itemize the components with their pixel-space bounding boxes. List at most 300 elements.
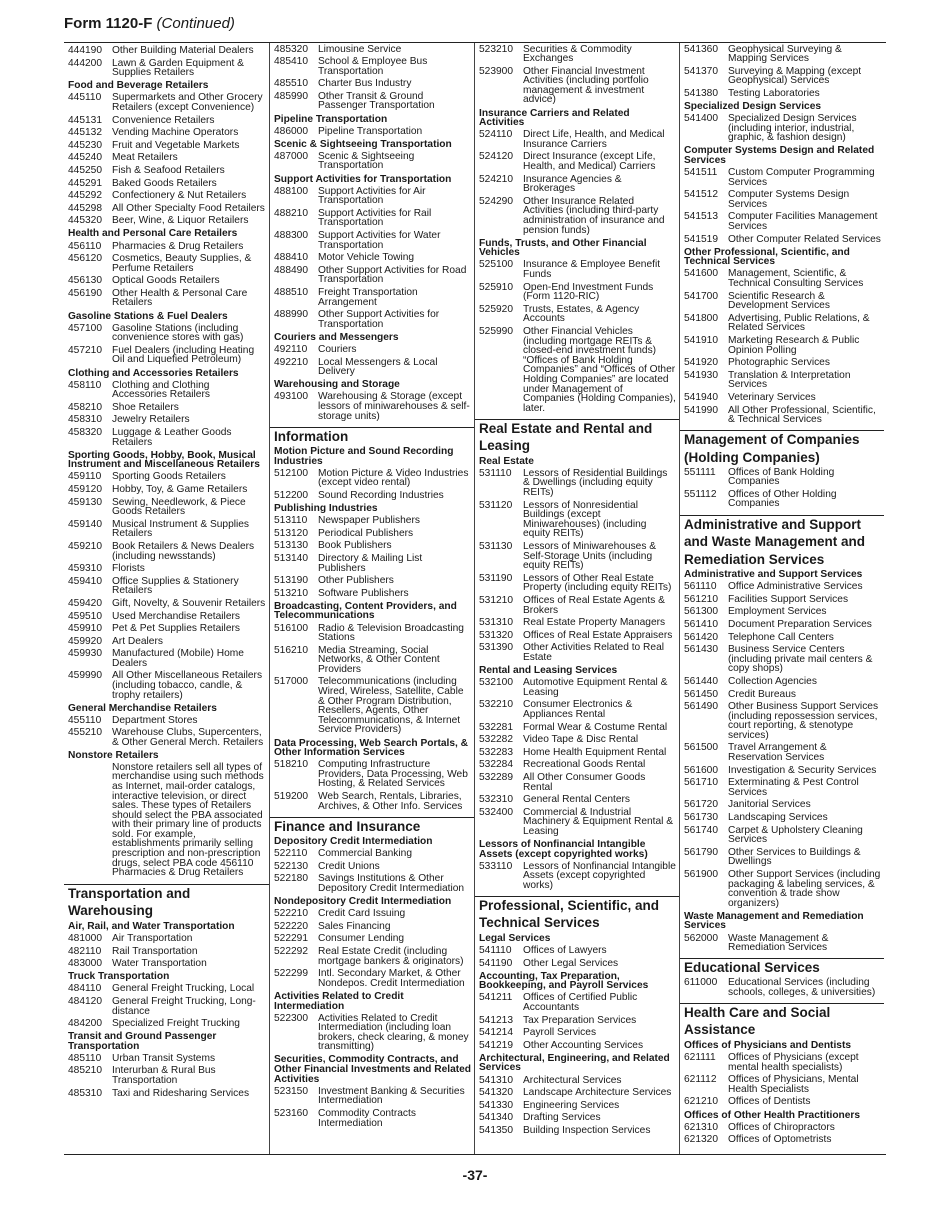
code-row xyxy=(64,1052,269,1065)
code-row xyxy=(64,1018,269,1031)
activity-code: 459990 xyxy=(68,670,102,682)
activity-code: 524290 xyxy=(479,195,513,207)
code-row xyxy=(64,540,269,562)
code-row xyxy=(680,113,884,145)
code-row xyxy=(680,357,884,370)
activity-code: 541910 xyxy=(684,334,718,346)
code-row xyxy=(680,644,884,676)
activity-description: All Other Miscellaneous Retailers (including tobacco, candle, & trophy retailers) xyxy=(112,670,263,701)
code-row xyxy=(270,873,474,895)
activity-code: 482110 xyxy=(68,945,102,957)
activity-description: Warehousing & Storage (except lessors of miniwarehouses & self-storage units) xyxy=(318,391,470,422)
activity-code: 541310 xyxy=(479,1074,513,1086)
code-row xyxy=(475,1074,679,1087)
activity-description: Credit Unions xyxy=(318,860,380,872)
code-row xyxy=(680,932,884,954)
activity-code: 492110 xyxy=(274,343,308,355)
code-row xyxy=(680,391,884,404)
code-row xyxy=(270,946,474,968)
activity-description: Travel Arrangement & Reservation Services xyxy=(728,742,827,764)
activity-description: Other Computer Related Services xyxy=(728,233,881,245)
code-row xyxy=(64,496,269,518)
activity-code: 531190 xyxy=(479,572,513,584)
code-row xyxy=(680,87,884,100)
activity-code: 541190 xyxy=(479,957,513,969)
activity-description: Taxi and Ridesharing Services xyxy=(112,1087,250,1099)
activity-description: Other Building Material Dealers xyxy=(112,45,254,56)
activity-code: 485510 xyxy=(274,78,308,90)
activity-code: 532400 xyxy=(479,806,513,818)
activity-description: Credit Bureaus xyxy=(728,688,796,700)
activity-code: 541320 xyxy=(479,1087,513,1099)
code-row xyxy=(64,253,269,275)
activity-description: Landscaping Services xyxy=(728,812,828,824)
activity-description: Architectural Services xyxy=(523,1074,622,1086)
activity-code: 488300 xyxy=(274,230,308,241)
activity-description: Book Publishers xyxy=(318,540,392,552)
activity-description: Offices of Dentists xyxy=(728,1096,811,1108)
activity-description: Luggage & Leather Goods Retailers xyxy=(112,427,232,448)
subsection-heading: Nondepository Credit Intermediation xyxy=(274,896,452,908)
activity-description: Computer Systems Design Services xyxy=(728,189,850,210)
activity-description: Lawn & Garden Equipment & Supplies Retailers xyxy=(112,57,244,79)
activity-code: 531390 xyxy=(479,642,513,654)
activity-description: Other Services to Buildings & Dwellings xyxy=(728,846,861,868)
activity-description: Activities Related to Credit Intermediation (including loan brokers, check clearing, & money transmitting) xyxy=(318,1012,469,1053)
code-row xyxy=(270,587,474,600)
activity-code: 541940 xyxy=(684,391,718,403)
activity-description: All Other Specialty Food Retailers xyxy=(112,202,265,214)
column-4 xyxy=(679,43,884,1154)
code-row xyxy=(270,908,474,921)
subsection-heading: Lessors of Nonfinancial Intangible Assets (except copyrighted works) xyxy=(479,838,648,860)
activity-description: Other Accounting Services xyxy=(523,1039,644,1051)
code-row xyxy=(680,268,884,290)
activity-description: Freight Transportation Arrangement xyxy=(318,286,418,308)
code-row xyxy=(270,920,474,933)
code-row xyxy=(680,211,884,233)
subsection-heading: Food and Beverage Retailers xyxy=(68,80,209,92)
activity-code: 445320 xyxy=(68,215,102,227)
activity-description: Lessors of Residential Buildings & Dwellings (including equity REITs) xyxy=(523,467,668,499)
activity-description: Support Activities for Rail Transportation xyxy=(318,207,432,229)
activity-code: 541380 xyxy=(684,87,718,99)
activity-description: Management, Scientific, & Technical Consulting Services xyxy=(728,268,864,289)
activity-code: 459130 xyxy=(68,496,102,508)
subsection-heading: Pipeline Transportation xyxy=(274,113,388,125)
section-heading: Management of Companies (Holding Companies) xyxy=(680,430,884,466)
code-row xyxy=(64,648,269,670)
activity-code: 621310 xyxy=(684,1121,718,1133)
activity-description: Scientific Research & Development Services xyxy=(728,290,830,312)
activity-code: 457210 xyxy=(68,344,102,356)
activity-description: Credit Card Issuing xyxy=(318,908,406,920)
activity-description: Investment Banking & Securities Intermediation xyxy=(318,1085,465,1107)
activity-code: 532100 xyxy=(479,677,513,689)
code-row xyxy=(64,958,269,971)
activity-description: Radio & Television Broadcasting Stations xyxy=(318,622,464,644)
column-3 xyxy=(474,43,679,1154)
activity-description: Office Supplies & Stationery Retailers xyxy=(112,575,239,597)
activity-code: 541211 xyxy=(479,992,513,1004)
activity-code: 525910 xyxy=(479,281,513,293)
code-row xyxy=(680,189,884,211)
activity-description: Advertising, Public Relations, & Related Services xyxy=(728,312,870,334)
subsection-heading: Real Estate xyxy=(479,455,534,467)
subsection-heading: Truck Transportation xyxy=(68,971,170,983)
code-row xyxy=(270,185,474,207)
activity-description: Periodical Publishers xyxy=(318,527,414,539)
activity-code: 484200 xyxy=(68,1018,102,1030)
activity-description: Veterinary Services xyxy=(728,391,816,403)
activity-code: 459930 xyxy=(68,648,102,660)
activity-code: 459910 xyxy=(68,623,102,635)
activity-code: 485990 xyxy=(274,90,308,102)
activity-code: 458310 xyxy=(68,414,102,426)
activity-description: Media Streaming, Social Networks, & Other Content Providers xyxy=(318,644,440,675)
activity-description: Motor Vehicle Towing xyxy=(318,252,415,264)
activity-code: 522291 xyxy=(274,933,308,945)
code-row xyxy=(64,379,269,401)
activity-code: 611000 xyxy=(684,977,718,989)
code-row xyxy=(64,563,269,576)
code-row xyxy=(475,1039,679,1052)
code-row xyxy=(270,1012,474,1053)
code-row xyxy=(475,1027,679,1040)
activity-code: 532282 xyxy=(479,734,513,746)
code-row xyxy=(64,322,269,344)
code-row xyxy=(680,65,884,87)
activity-description: Insurance Agencies & Brokerages xyxy=(523,173,622,195)
activity-code: 522292 xyxy=(274,946,308,958)
code-row xyxy=(270,676,474,737)
activity-description: Drafting Services xyxy=(523,1112,601,1124)
code-row xyxy=(475,1014,679,1027)
code-row xyxy=(270,230,474,252)
activity-description: Other Publishers xyxy=(318,575,394,587)
code-row xyxy=(680,404,884,426)
activity-code: 484110 xyxy=(68,983,102,995)
code-row xyxy=(270,527,474,540)
code-row xyxy=(475,746,679,759)
code-row xyxy=(475,617,679,630)
activity-description: Offices of Real Estate Appraisers xyxy=(523,629,673,641)
activity-description: Lessors of Nonresidential Buildings (except Miniwarehouses) (including equity REITs) xyxy=(523,499,647,540)
code-row xyxy=(64,190,269,203)
code-row xyxy=(64,945,269,958)
code-row xyxy=(475,629,679,642)
code-row xyxy=(270,515,474,528)
activity-description: Real Estate Property Managers xyxy=(523,617,666,629)
activity-description: Offices of Physicians, Mental Health Specialists xyxy=(728,1074,859,1095)
activity-code: 512200 xyxy=(274,489,308,501)
activity-code: 486000 xyxy=(274,125,308,137)
activity-code: 621111 xyxy=(684,1052,716,1064)
code-row xyxy=(475,195,679,236)
code-row xyxy=(680,593,884,606)
activity-description: Office Administrative Services xyxy=(728,581,863,593)
code-row xyxy=(475,759,679,772)
activity-code: 488510 xyxy=(274,286,308,298)
activity-description: Shoe Retailers xyxy=(112,401,179,413)
activity-code: 445298 xyxy=(68,202,102,214)
code-row xyxy=(680,606,884,619)
activity-code: 541700 xyxy=(684,290,718,302)
activity-code: 458320 xyxy=(68,427,102,438)
activity-code: 541990 xyxy=(684,404,718,416)
activity-code: 541920 xyxy=(684,357,718,369)
activity-code: 523150 xyxy=(274,1085,308,1097)
code-row xyxy=(64,932,269,945)
activity-description: Couriers xyxy=(318,343,357,355)
activity-description: Fish & Seafood Retailers xyxy=(112,164,225,176)
activity-description: Local Messengers & Local Delivery xyxy=(318,356,438,378)
activity-description: Other Support Activities for Transportation xyxy=(318,309,440,330)
activity-code: 445240 xyxy=(68,152,102,164)
activity-code: 522220 xyxy=(274,920,308,932)
activity-code: 485310 xyxy=(68,1087,102,1099)
activity-code: 457100 xyxy=(68,322,102,334)
activity-description: Telecommunications (including Wired, Wireless, Satellite, Cable & Other Program Distribution, Resellers, Agents, Other Telecommunications, & Internet Service Providers) xyxy=(318,676,464,736)
subsection-heading: Activities Related to Credit Intermediation xyxy=(274,990,404,1012)
activity-description: Savings Institutions & Other Depository Credit Intermediation xyxy=(318,873,465,895)
activity-description: Other Legal Services xyxy=(523,957,619,969)
activity-description: Other Business Support Services (including repossession services, court reporting, & stenotype services) xyxy=(728,701,879,741)
activity-code: 513190 xyxy=(274,575,308,587)
activity-code: 523900 xyxy=(479,65,513,77)
activity-description: Gift, Novelty, & Souvenir Retailers xyxy=(112,597,266,609)
section-heading: Administrative and Support and Waste Management and Remediation Services xyxy=(680,515,884,569)
activity-code: 445291 xyxy=(68,177,102,189)
code-row xyxy=(270,1085,474,1107)
subsection-heading: Securities, Commodity Contracts, and Other Financial Investments and Related Activities xyxy=(274,1054,472,1085)
activity-code: 541219 xyxy=(479,1039,513,1051)
code-row xyxy=(64,635,269,648)
activity-description: Carpet & Upholstery Cleaning Services xyxy=(728,824,863,846)
activity-code: 488490 xyxy=(274,264,308,276)
activity-description: General Freight Trucking, Local xyxy=(112,983,255,995)
activity-code: 541400 xyxy=(684,113,718,125)
code-row xyxy=(64,670,269,702)
code-row xyxy=(270,356,474,378)
code-row xyxy=(475,325,679,414)
activity-description: Other Activities Related to Real Estate xyxy=(523,642,664,663)
code-row xyxy=(270,43,474,56)
activity-description: Specialized Design Services (including interior, industrial, graphic, & fashion design) xyxy=(728,113,857,144)
activity-code: 561720 xyxy=(684,799,718,811)
code-row xyxy=(64,287,269,309)
subsection-heading: Warehousing and Storage xyxy=(274,379,400,391)
activity-description: Securities & Commodity Exchanges xyxy=(523,43,632,65)
activity-description: Offices of Lawyers xyxy=(523,945,607,957)
activity-description: Directory & Mailing List Publishers xyxy=(318,552,423,574)
activity-code: 488100 xyxy=(274,185,308,197)
subsection-heading: Sporting Goods, Hobby, Book, Musical Instrument and Miscellaneous Retailers xyxy=(68,449,260,471)
code-row xyxy=(270,252,474,265)
code-row xyxy=(680,812,884,825)
code-row xyxy=(475,794,679,807)
activity-description: Facilities Support Services xyxy=(728,593,849,605)
code-row xyxy=(64,177,269,190)
subsection-heading: Scenic & Sightseeing Transportation xyxy=(274,138,452,150)
activity-description: Software Publishers xyxy=(318,587,409,599)
code-row xyxy=(475,734,679,747)
code-row xyxy=(270,78,474,91)
activity-code: 541511 xyxy=(684,167,718,179)
activity-description: Warehouse Clubs, Supercenters, & Other General Merch. Retailers xyxy=(112,727,264,749)
activity-code: 561790 xyxy=(684,846,718,858)
activity-code: 455110 xyxy=(68,714,102,726)
code-row xyxy=(680,777,884,799)
activity-description: Formal Wear & Costume Rental xyxy=(523,721,668,733)
activity-code: 621112 xyxy=(684,1074,717,1086)
activity-description: Pipeline Transportation xyxy=(318,125,423,137)
subsection-heading: Computer Systems Design and Related Services xyxy=(684,145,875,166)
code-row xyxy=(475,721,679,734)
activity-code: 525100 xyxy=(479,259,513,271)
activity-description: Lessors of Other Real Estate Property (including equity REITs) xyxy=(523,572,672,594)
activity-description: Beer, Wine, & Liquor Retailers xyxy=(112,215,249,227)
activity-description: Marketing Research & Public Opinion Polling xyxy=(728,334,860,356)
activity-code: 488990 xyxy=(274,309,308,321)
activity-code: 513210 xyxy=(274,587,308,599)
activity-description: Custom Computer Programming Services xyxy=(728,167,875,188)
activity-code: 532281 xyxy=(479,721,513,733)
activity-description: Baked Goods Retailers xyxy=(112,177,217,189)
activity-code: 456130 xyxy=(68,275,102,287)
activity-description: Florists xyxy=(112,563,145,575)
activity-description: Pharmacies & Drug Retailers xyxy=(112,240,244,252)
activity-code: 561440 xyxy=(684,675,718,687)
code-row xyxy=(64,414,269,427)
activity-description: Manufactured (Mobile) Home Dealers xyxy=(112,648,244,669)
activity-description: Lessors of Nonfinancial Intangible Assets (except copyrighted works) xyxy=(523,860,676,891)
activity-code: 541213 xyxy=(479,1014,513,1026)
activity-description: All Other Professional, Scientific, & Technical Services xyxy=(728,404,876,426)
subsection-heading: Nonstore Retailers xyxy=(68,750,159,762)
subsection-heading: Offices of Physicians and Dentists xyxy=(684,1039,852,1051)
activity-code: 525920 xyxy=(479,303,513,315)
subsection-heading: Couriers and Messengers xyxy=(274,331,399,343)
activity-description: Supermarkets and Other Grocery Retailers (except Convenience) xyxy=(112,92,263,113)
activity-description: Support Activities for Air Transportation xyxy=(318,185,426,207)
activity-description: Hobby, Toy, & Game Retailers xyxy=(112,483,248,495)
code-row xyxy=(270,552,474,574)
code-row xyxy=(64,623,269,636)
activity-description: Commodity Contracts Intermediation xyxy=(318,1107,416,1129)
activity-description: Other Health & Personal Care Retailers xyxy=(112,287,248,309)
activity-code: 522299 xyxy=(274,968,308,980)
code-row xyxy=(270,286,474,308)
subsection-heading: Transit and Ground Passenger Transportation xyxy=(68,1031,217,1052)
activity-code: 459510 xyxy=(68,610,102,622)
activity-description: Other Financial Investment Activities (including portfolio management & investment advice) xyxy=(523,65,649,106)
code-row xyxy=(64,164,269,177)
subsection-heading: Support Activities for Transportation xyxy=(274,173,452,185)
subsection-heading: Broadcasting, Content Providers, and Telecommunications xyxy=(274,600,457,622)
code-row xyxy=(270,1107,474,1129)
activity-description: Engineering Services xyxy=(523,1099,620,1111)
activity-code: 532284 xyxy=(479,759,513,771)
activity-code: 459120 xyxy=(68,483,102,495)
activity-description: Lessors of Miniwarehouses & Self-Storage Units (including equity REITs) xyxy=(523,541,657,572)
activity-code: 445250 xyxy=(68,164,102,176)
activity-code: 513140 xyxy=(274,552,308,564)
activity-description: Air Transportation xyxy=(112,932,193,944)
activity-code: 561450 xyxy=(684,688,718,700)
activity-description: Commercial & Industrial Machinery & Equipment Rental & Leasing xyxy=(523,806,674,837)
activity-description: Book Retailers & News Dealers (including newsstands) xyxy=(112,540,255,562)
activity-code: 445292 xyxy=(68,190,102,202)
activity-description: Newspaper Publishers xyxy=(318,515,420,527)
activity-description: Photographic Services xyxy=(728,357,830,369)
code-row xyxy=(475,677,679,699)
activity-code: 541360 xyxy=(684,43,718,55)
activity-code: 518210 xyxy=(274,759,308,771)
code-row xyxy=(475,1124,679,1137)
code-row xyxy=(270,791,474,813)
code-row xyxy=(64,43,269,57)
code-row xyxy=(680,1134,884,1147)
subsection-heading: Legal Services xyxy=(479,932,551,944)
code-row xyxy=(680,824,884,846)
subsection-heading: Offices of Other Health Practitioners xyxy=(684,1109,861,1121)
code-row xyxy=(270,264,474,286)
activity-description: Geophysical Surveying & Mapping Services xyxy=(728,43,842,65)
subsection-heading: Data Processing, Web Search Portals, & Other Information Services xyxy=(274,737,469,759)
code-row xyxy=(64,995,269,1017)
activity-code: 562000 xyxy=(684,932,718,944)
code-row xyxy=(475,992,679,1014)
activity-description: Home Health Equipment Rental xyxy=(523,746,667,758)
activity-code: 517000 xyxy=(274,676,308,688)
activity-description: School & Employee Bus Transportation xyxy=(318,56,428,77)
activity-code: 533110 xyxy=(479,860,513,872)
subsection-heading: Administrative and Support Services xyxy=(684,569,863,581)
activity-code: 551111 xyxy=(684,466,716,478)
activity-code: 525990 xyxy=(479,325,513,337)
section-heading: Information xyxy=(270,427,474,446)
activity-description: Web Search, Rentals, Libraries, Archives, & Other Info. Services xyxy=(318,791,463,812)
activity-description: Tax Preparation Services xyxy=(523,1014,637,1026)
activity-description: Business Service Centers (including private mail centers & copy shops) xyxy=(728,644,873,675)
activity-description: Other Insurance Related Activities (including third-party administration of insurance and pension funds) xyxy=(523,195,665,236)
activity-code: 513120 xyxy=(274,527,308,539)
subsection-heading: Architectural, Engineering, and Related Services xyxy=(479,1052,670,1074)
code-row xyxy=(680,977,884,999)
activity-description: Offices of Bank Holding Companies xyxy=(728,466,835,488)
activity-code: 541930 xyxy=(684,369,718,381)
activity-code: 561420 xyxy=(684,631,718,643)
activity-code: 523210 xyxy=(479,43,513,55)
code-row xyxy=(475,595,679,617)
subsection-heading: Health and Personal Care Retailers xyxy=(68,228,238,240)
activity-code: 485320 xyxy=(274,43,308,55)
code-row xyxy=(475,151,679,173)
activity-code: 551112 xyxy=(684,488,717,500)
activity-code: 445110 xyxy=(68,92,102,104)
activity-code: 531320 xyxy=(479,629,513,641)
activity-code: 522300 xyxy=(274,1012,308,1024)
code-row xyxy=(64,114,269,127)
subsection-heading: Waste Management and Remediation Services xyxy=(684,910,864,932)
activity-description: Building Inspection Services xyxy=(523,1124,651,1136)
activity-description: Offices of Other Holding Companies xyxy=(728,488,837,510)
subsection-heading: Depository Credit Intermediation xyxy=(274,836,433,848)
code-row xyxy=(680,764,884,777)
code-row xyxy=(475,1099,679,1112)
form-title: Form 1120-F xyxy=(64,15,153,32)
